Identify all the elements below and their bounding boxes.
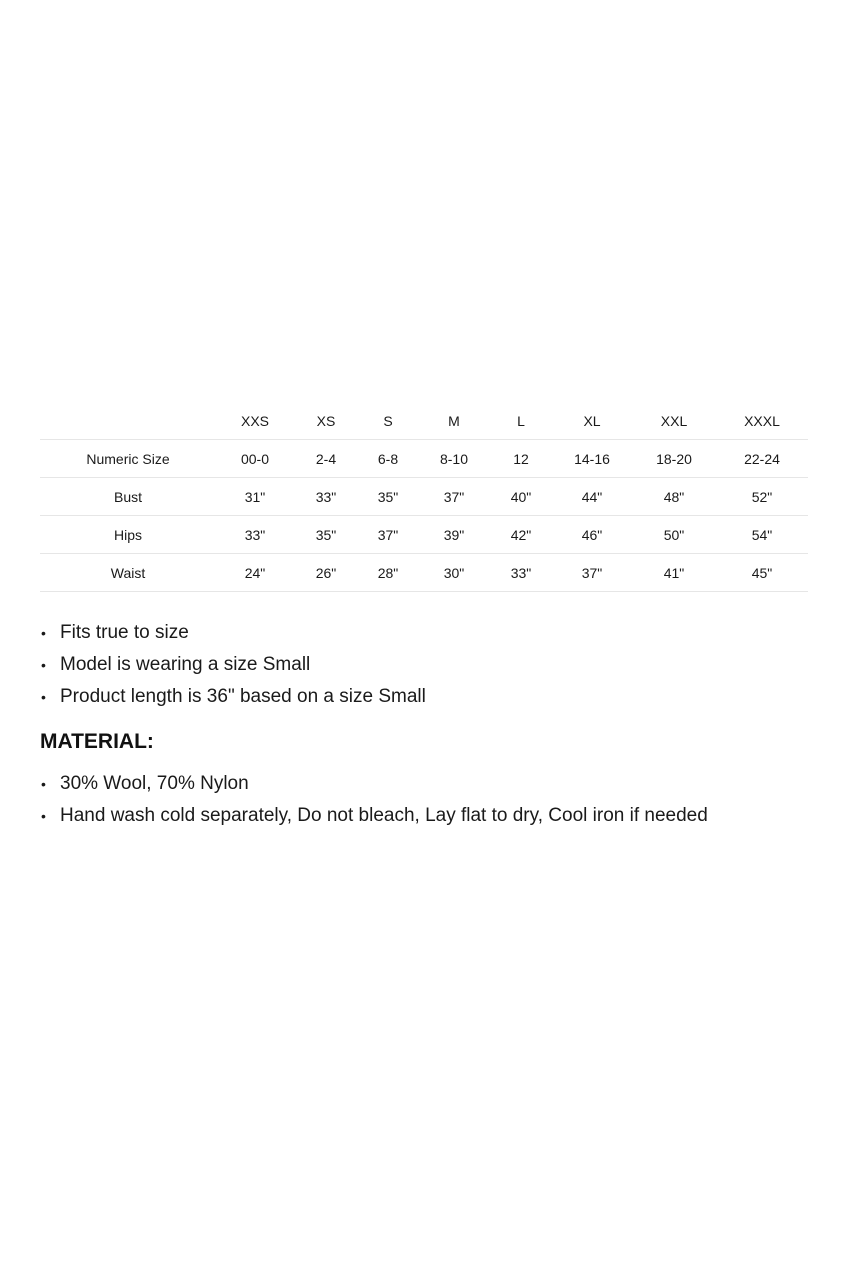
table-cell: 50": [632, 516, 716, 554]
table-cell: 14-16: [552, 440, 632, 478]
list-item: • Product length is 36" based on a size Small: [40, 681, 426, 713]
table-cell: 30": [418, 554, 490, 592]
table-cell: 33": [216, 516, 294, 554]
table-row-numeric-size: [40, 440, 808, 478]
table-cell: 33": [490, 554, 552, 592]
size-header-xxs: XXS: [216, 402, 294, 440]
list-item: • Fits true to size: [40, 617, 426, 649]
table-cell: 6-8: [358, 440, 418, 478]
table-cell: 35": [294, 516, 358, 554]
table-cell: 39": [418, 516, 490, 554]
table-cell: 37": [418, 478, 490, 516]
table-cell: 48": [632, 478, 716, 516]
table-cell: 22-24: [716, 440, 808, 478]
size-header-s: S: [358, 402, 418, 440]
table-cell: 18-20: [632, 440, 716, 478]
size-header-m: M: [418, 402, 490, 440]
size-header-l: L: [490, 402, 552, 440]
table-cell: 00-0: [216, 440, 294, 478]
table-cell: 54": [716, 516, 808, 554]
table-cell: 31": [216, 478, 294, 516]
table-cell: 37": [552, 554, 632, 592]
table-cell: 2-4: [294, 440, 358, 478]
size-header-xxl: XXL: [632, 402, 716, 440]
row-label: Hips: [40, 516, 216, 554]
material-list: [40, 768, 708, 832]
table-cell: 12: [490, 440, 552, 478]
row-label: Waist: [40, 554, 216, 592]
list-item: • Model is wearing a size Small: [40, 649, 426, 681]
size-chart-table: [40, 402, 808, 592]
row-label: Numeric Size: [40, 440, 216, 478]
size-header-xs: XS: [294, 402, 358, 440]
size-header-xl: XL: [552, 402, 632, 440]
table-cell: 42": [490, 516, 552, 554]
table-row-waist: [40, 554, 808, 592]
table-cell: 28": [358, 554, 418, 592]
table-row-hips: [40, 516, 808, 554]
fit-notes-list: [40, 617, 426, 713]
table-cell: 35": [358, 478, 418, 516]
table-cell: 40": [490, 478, 552, 516]
material-heading: MATERIAL:: [40, 730, 154, 753]
size-header-xxxl: XXXL: [716, 402, 808, 440]
size-chart-header-row: [40, 402, 808, 440]
table-cell: 8-10: [418, 440, 490, 478]
table-cell: 24": [216, 554, 294, 592]
table-cell: 33": [294, 478, 358, 516]
table-row-bust: [40, 478, 808, 516]
table-cell: 44": [552, 478, 632, 516]
list-item: • 30% Wool, 70% Nylon: [40, 768, 708, 800]
table-cell: 26": [294, 554, 358, 592]
table-cell: 41": [632, 554, 716, 592]
table-cell: 37": [358, 516, 418, 554]
table-cell: 46": [552, 516, 632, 554]
table-cell: 45": [716, 554, 808, 592]
list-item: • Hand wash cold separately, Do not bleach, Lay flat to dry, Cool iron if needed: [40, 800, 708, 832]
table-cell: 52": [716, 478, 808, 516]
size-chart-corner: [40, 402, 216, 440]
row-label: Bust: [40, 478, 216, 516]
